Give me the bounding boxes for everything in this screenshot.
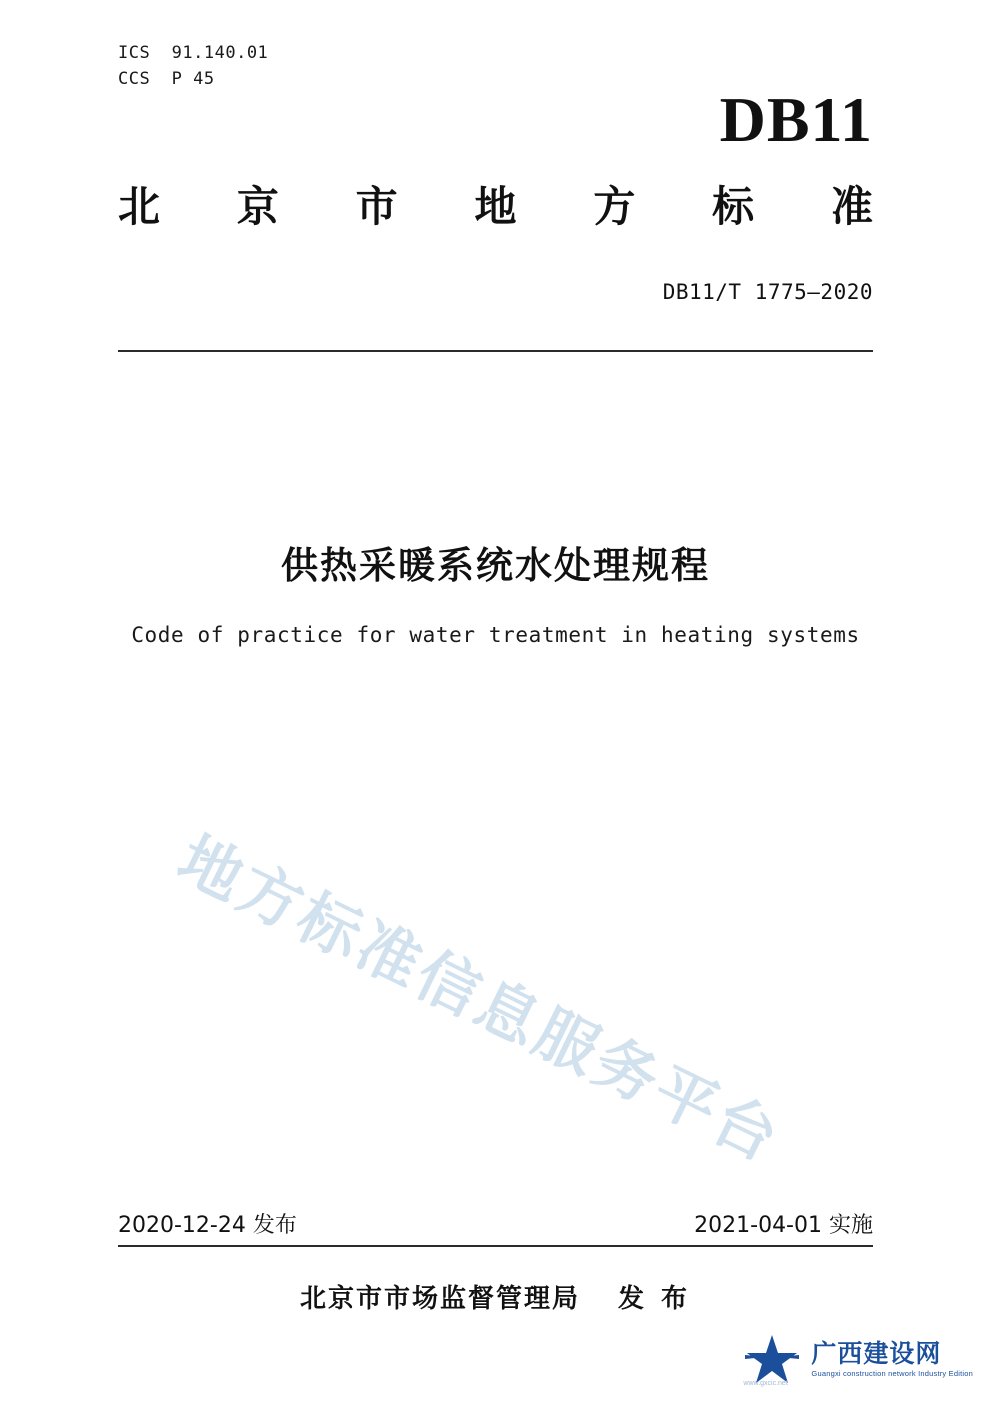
ics-ccs-block — [118, 40, 268, 93]
standard-type-label — [118, 182, 873, 232]
site-logo — [741, 1333, 973, 1385]
watermark-text: 地方标准信息服务平台 — [167, 821, 793, 1177]
standard-label-char: 标 — [712, 182, 755, 231]
standard-label-char: 京 — [236, 182, 279, 231]
ccs-line: CCS P 45 — [118, 69, 215, 90]
standard-label-char: 地 — [474, 182, 517, 231]
footer-divider — [118, 1245, 873, 1247]
ics-line: ICS 91.140.01 — [118, 43, 269, 63]
effective-date: 2021-04-01 实施 — [694, 1213, 873, 1238]
publisher-name: 北京市市场监督管理局 — [299, 1284, 580, 1314]
publish-verb: 发 布 — [617, 1284, 692, 1314]
star-burst-icon — [741, 1333, 803, 1385]
header-divider — [118, 350, 873, 352]
logo-name-en: Guangxi construction network Industry Edition — [811, 1369, 973, 1379]
document-title-chinese: 供热采暖系统水处理规程 — [281, 544, 710, 587]
standard-label-char: 北 — [118, 182, 161, 231]
db-mark: DB11 — [719, 84, 873, 155]
publisher-line — [0, 1278, 991, 1315]
standard-label-char: 方 — [593, 182, 636, 231]
logo-text-block — [811, 1340, 973, 1379]
logo-url: www.gxcic.net — [743, 1380, 788, 1387]
logo-name-cn: 广西建设网 — [811, 1338, 942, 1368]
document-title-english: Code of practice for water treatment in heating systems — [131, 623, 860, 647]
standard-label-char: 市 — [355, 182, 398, 231]
issue-date: 2020-12-24 发布 — [118, 1213, 297, 1238]
standard-label-char: 准 — [830, 182, 873, 231]
standard-number: DB11/T 1775—2020 — [662, 280, 873, 304]
